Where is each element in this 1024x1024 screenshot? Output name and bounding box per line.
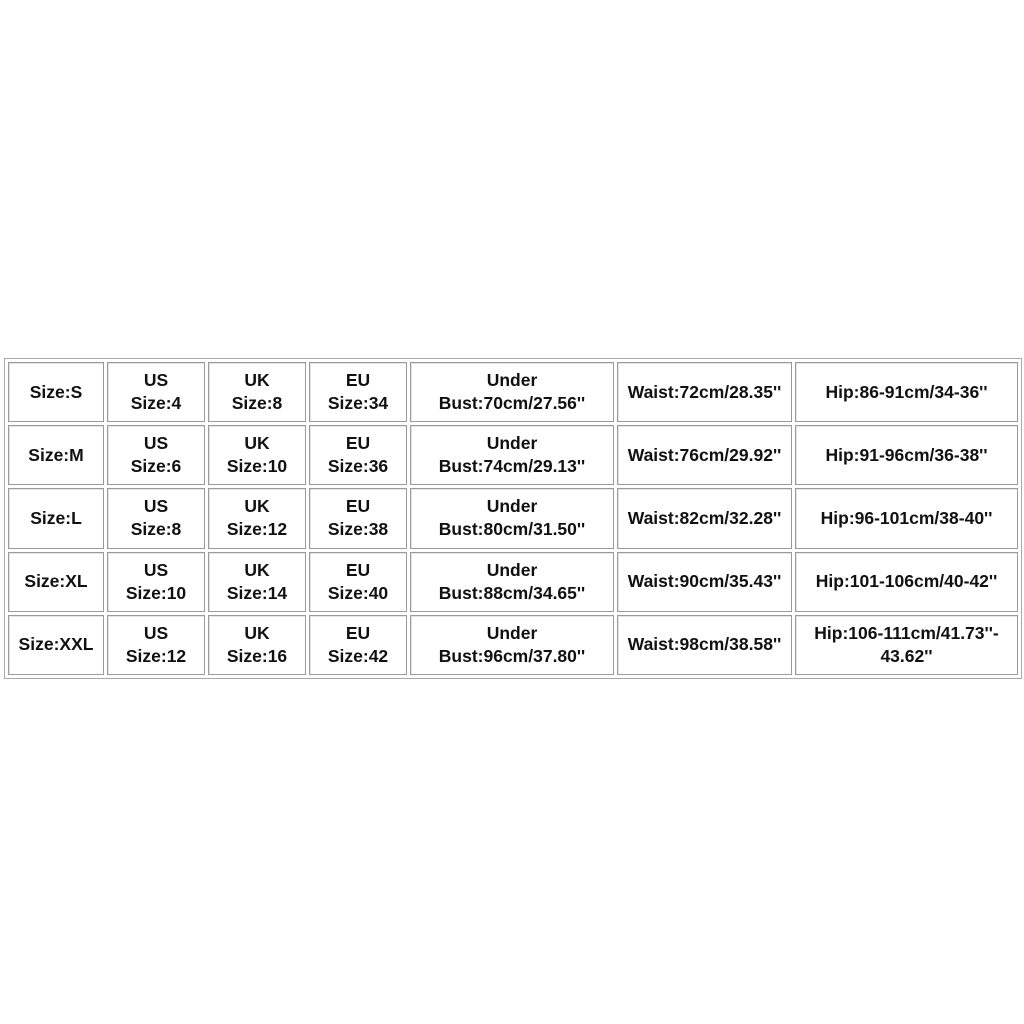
- under-bust-cell: Under Bust:80cm/31.50'': [410, 488, 614, 548]
- eu-size-cell: EU Size:38: [309, 488, 407, 548]
- waist-cell: Waist:82cm/32.28'': [617, 488, 792, 548]
- eu-size-cell: EU Size:36: [309, 425, 407, 485]
- us-size-cell: US Size:6: [107, 425, 205, 485]
- waist-cell: Waist:72cm/28.35'': [617, 362, 792, 422]
- uk-size-cell: UK Size:14: [208, 552, 306, 612]
- table-row: [8, 488, 1018, 548]
- size-chart-table: [4, 358, 1022, 679]
- eu-size-cell: EU Size:42: [309, 615, 407, 675]
- hip-cell: Hip:96-101cm/38-40'': [795, 488, 1018, 548]
- uk-size-cell: UK Size:16: [208, 615, 306, 675]
- hip-cell: Hip:86-91cm/34-36'': [795, 362, 1018, 422]
- us-size-cell: US Size:12: [107, 615, 205, 675]
- under-bust-cell: Under Bust:70cm/27.56'': [410, 362, 614, 422]
- size-cell: Size:XXL: [8, 615, 104, 675]
- table-row: [8, 615, 1018, 675]
- size-cell: Size:XL: [8, 552, 104, 612]
- hip-cell: Hip:106-111cm/41.73''- 43.62'': [795, 615, 1018, 675]
- table-row: [8, 425, 1018, 485]
- waist-cell: Waist:76cm/29.92'': [617, 425, 792, 485]
- size-cell: Size:S: [8, 362, 104, 422]
- eu-size-cell: EU Size:34: [309, 362, 407, 422]
- waist-cell: Waist:90cm/35.43'': [617, 552, 792, 612]
- us-size-cell: US Size:10: [107, 552, 205, 612]
- waist-cell: Waist:98cm/38.58'': [617, 615, 792, 675]
- size-cell: Size:L: [8, 488, 104, 548]
- us-size-cell: US Size:8: [107, 488, 205, 548]
- eu-size-cell: EU Size:40: [309, 552, 407, 612]
- table-row: [8, 362, 1018, 422]
- us-size-cell: US Size:4: [107, 362, 205, 422]
- table-row: [8, 552, 1018, 612]
- uk-size-cell: UK Size:10: [208, 425, 306, 485]
- size-cell: Size:M: [8, 425, 104, 485]
- under-bust-cell: Under Bust:88cm/34.65'': [410, 552, 614, 612]
- under-bust-cell: Under Bust:96cm/37.80'': [410, 615, 614, 675]
- uk-size-cell: UK Size:8: [208, 362, 306, 422]
- hip-cell: Hip:91-96cm/36-38'': [795, 425, 1018, 485]
- uk-size-cell: UK Size:12: [208, 488, 306, 548]
- under-bust-cell: Under Bust:74cm/29.13'': [410, 425, 614, 485]
- hip-cell: Hip:101-106cm/40-42'': [795, 552, 1018, 612]
